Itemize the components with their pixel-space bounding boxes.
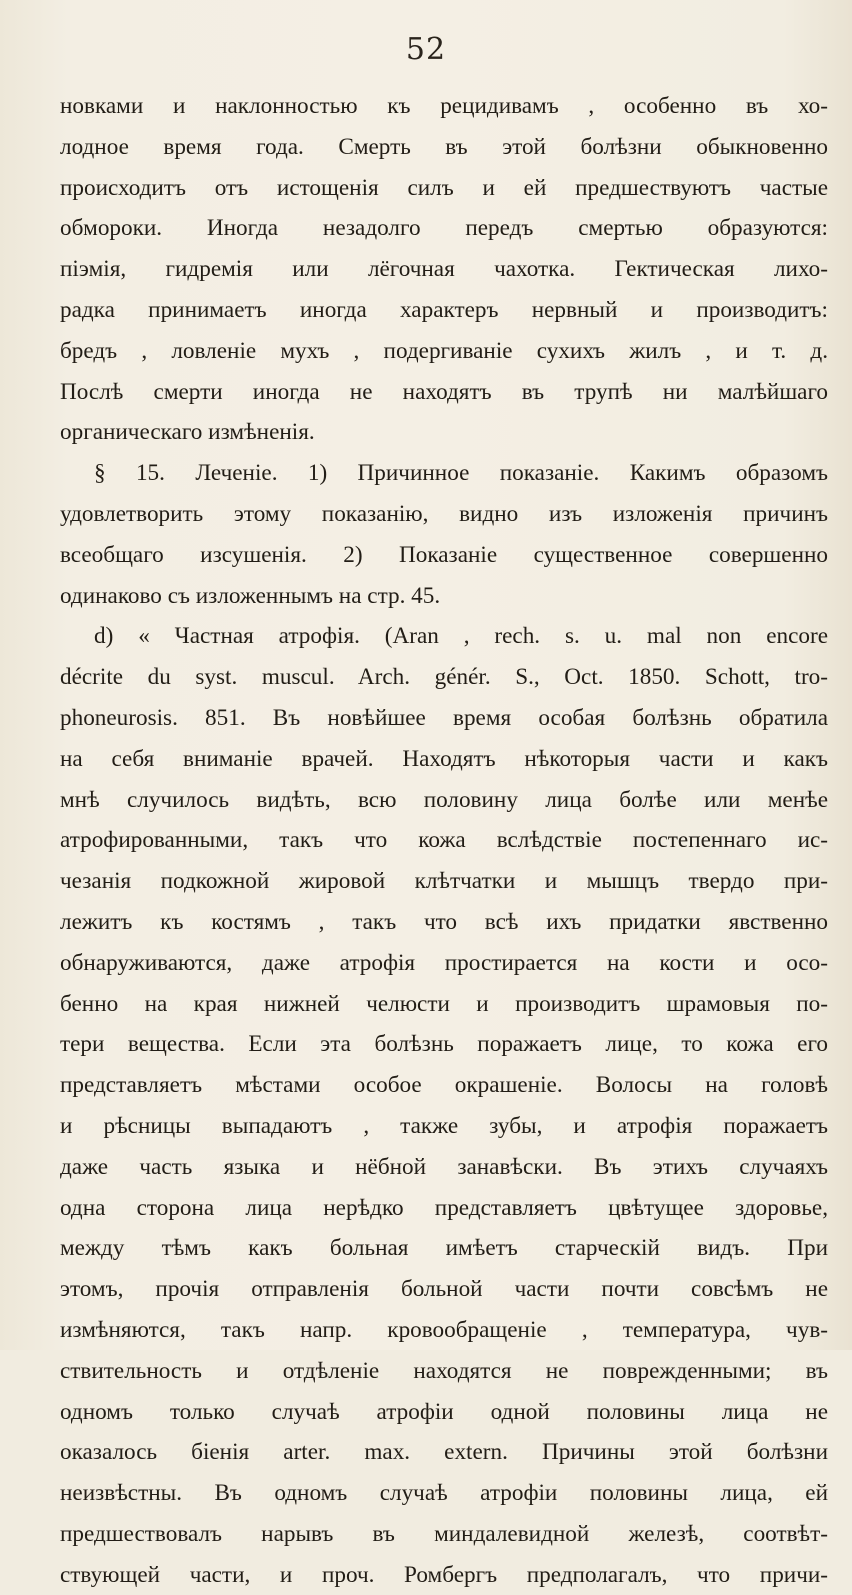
text-line: происходитъ отъ истощенія силъ и ей предшествуютъ частые <box>60 174 828 201</box>
subsection-heading-line: d) « Частная атрофія. (Aran , rech. s. u. mal non encore <box>94 623 828 650</box>
text-line: удовлетворить этому показанію, видно изъ изложенія причинъ <box>60 500 828 527</box>
text-line: всеобщаго изсушенія. 2) Показаніе существенное совершенно <box>60 541 828 568</box>
text-line: новками и наклонностью къ рецидивамъ , особенно въ хо- <box>60 93 828 119</box>
text-line: обмороки. Иногда незадолго передъ смертью образуются: <box>60 215 828 242</box>
text-line: между тѣмъ какъ больная имѣетъ старческій видъ. При <box>60 1235 828 1262</box>
body-text <box>60 86 828 1595</box>
text-line: и рѣсницы выпадаютъ , также зубы, и атрофія поражаетъ <box>60 1112 828 1139</box>
text-line: предшествовалъ нарывъ въ миндалевидной железѣ, соотвѣт- <box>60 1520 828 1547</box>
text-line: phoneurosis. 851. Въ новѣйшее время особая болѣзнь обратила <box>60 704 828 731</box>
page-number: 52 <box>405 32 447 67</box>
text-line: атрофированными, такъ что кожа вслѣдствіе постепеннаго ис- <box>60 827 828 854</box>
text-line: ствующей части, и проч. Ромбергъ предполагалъ, что причи- <box>60 1561 828 1588</box>
text-line: лодное время года. Смерть въ этой болѣзни обыкновенно <box>60 133 828 160</box>
text-line: обнаруживаются, даже атрофія простирается на кости и осо- <box>60 949 828 976</box>
text-line: Послѣ смерти иногда не находятъ въ трупѣ ни малѣйшаго <box>60 378 828 405</box>
text-line: décrite du syst. muscul. Arch. génér. S., Oct. 1850. Schott, tro- <box>60 664 828 691</box>
text-line: тери вещества. Если эта болѣзнь поражаетъ лице, то кожа его <box>60 1031 828 1058</box>
text-line: радка принимаетъ иногда характеръ нервный и производитъ: <box>60 296 828 323</box>
text-line: чезанія подкожной жировой клѣтчатки и мышцъ твердо при- <box>60 868 828 895</box>
text-line: неизвѣстны. Въ одномъ случаѣ атрофіи половины лица, ей <box>60 1480 828 1507</box>
text-line: лежитъ къ костямъ , такъ что всѣ ихъ придатки явственно <box>60 908 828 935</box>
text-line: даже часть языка и нёбной занавѣски. Въ этихъ случаяхъ <box>60 1153 828 1180</box>
text-line: этомъ, прочія отправленія больной части почти совсѣмъ не <box>60 1276 828 1303</box>
text-line: мнѣ случилось видѣть, всю половину лица болѣе или менѣе <box>60 786 828 813</box>
text-line: одна сторона лица нерѣдко представляетъ цвѣтущее здоровье, <box>60 1194 828 1221</box>
text-line: одинаково съ изложеннымъ на стр. 45. <box>60 582 441 609</box>
text-line: на себя вниманіе врачей. Находятъ нѣкоторыя части и какъ <box>60 745 828 772</box>
text-line: бенно на края нижней челюсти и производитъ шрамовыя по- <box>60 990 828 1017</box>
text-line: бредъ , ловленіе мухъ , подергиваніе сухихъ жилъ , и т. д. <box>60 337 828 364</box>
text-line: оказалось біенія arter. max. extern. Причины этой болѣзни <box>60 1439 828 1466</box>
text-line: органическаго измѣненія. <box>60 419 315 446</box>
text-line: піэмія, гидремія или лёгочная чахотка. Гектическая лихо- <box>60 256 828 283</box>
section-heading-line: § 15. Леченіе. 1) Причинное показаніе. Какимъ образомъ <box>94 460 828 487</box>
text-line: ствительность и отдѣленіе находятся не поврежденными; въ <box>60 1357 828 1384</box>
text-line: одномъ только случаѣ атрофіи одной половины лица не <box>60 1398 828 1425</box>
text-line: измѣняются, такъ напр. кровообращеніе , температура, чув- <box>60 1316 828 1343</box>
text-line: представляетъ мѣстами особое окрашеніе. Волосы на головѣ <box>60 1072 828 1099</box>
